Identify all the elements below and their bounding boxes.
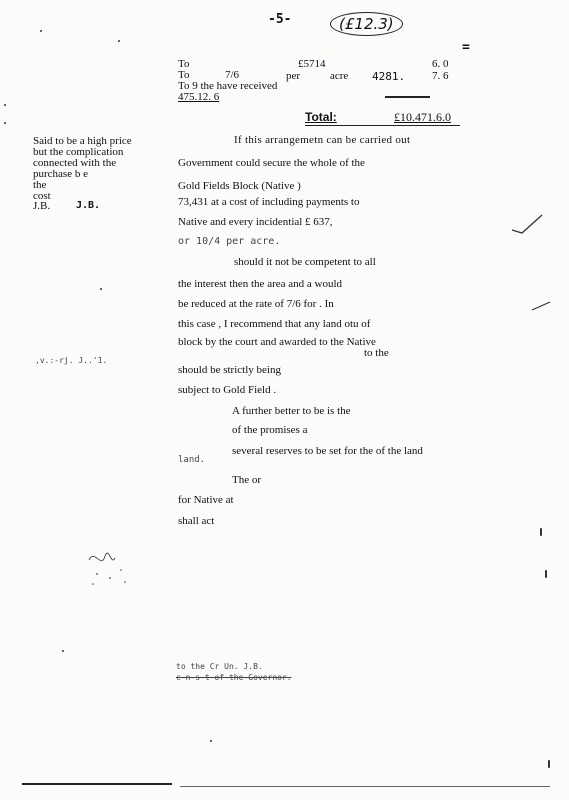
body-line-12: to the bbox=[364, 347, 389, 359]
total-underline bbox=[305, 125, 460, 126]
body-line-1: If this arrangemetn can be carried out bbox=[234, 134, 411, 146]
total-amount: £10.471.6.0 bbox=[394, 110, 451, 124]
ledger-row2-rate: 7/6 bbox=[225, 69, 240, 81]
pencil-tick-mark bbox=[510, 213, 544, 235]
body-line-19: The or bbox=[232, 474, 262, 486]
body-line-11: block by the court and awarded to the Native bbox=[178, 336, 376, 348]
speckle bbox=[210, 740, 212, 742]
body-line-6: or 10/4 per acre. bbox=[178, 236, 281, 247]
body-line-14: subject to Gold Field . bbox=[178, 384, 277, 396]
speckle bbox=[548, 760, 550, 768]
body-line-13: should be strictly being bbox=[178, 364, 281, 376]
ledger-row1-tail: 6. 0 bbox=[432, 58, 449, 70]
body-line-20: for Native at bbox=[178, 494, 234, 506]
speckle bbox=[4, 122, 6, 124]
footer-line-2: c-n-s-t-of-the-Governor. bbox=[176, 673, 292, 682]
ledger-row4-amount: 475.12. 6 bbox=[178, 91, 220, 103]
ledger-row2-per: per bbox=[286, 70, 301, 82]
body-line-10: this case , I recommend that any land otu of bbox=[178, 318, 371, 330]
total-label: Total: bbox=[305, 110, 337, 124]
margin-initials: J.B. bbox=[76, 200, 101, 211]
body-line-8: the interest then the area and a would bbox=[178, 278, 343, 290]
margin-note-line-5: the bbox=[33, 179, 47, 191]
speckle bbox=[4, 104, 6, 106]
handwritten-stamp: (£12.3) bbox=[330, 12, 403, 36]
body-line-2: Government could secure the whole of the bbox=[178, 157, 365, 169]
margin-second-note: ,v.:-rj. J..'1. bbox=[35, 356, 108, 365]
body-line-7: should it not be competent to all bbox=[234, 256, 376, 268]
ledger-row2-unit: acre bbox=[330, 70, 349, 82]
pencil-scribble bbox=[85, 540, 145, 590]
margin-note-line-7: J.B. bbox=[33, 200, 51, 212]
speckle bbox=[62, 650, 64, 652]
margin-note-line-3: connected with the bbox=[33, 157, 117, 169]
pencil-dash-mark bbox=[530, 300, 552, 312]
body-line-17: several reserves to be set for the of the land bbox=[232, 445, 423, 457]
speckle bbox=[545, 570, 547, 578]
speckle bbox=[100, 288, 102, 290]
ledger-row1-amount: £5714 bbox=[298, 58, 326, 70]
body-line-9: be reduced at the rate of 7/6 for . In bbox=[178, 298, 334, 310]
ledger-row2-amount: 4281. bbox=[372, 70, 406, 83]
speckle bbox=[118, 40, 120, 42]
body-line-4: 73,431 at a cost of including payments to bbox=[178, 196, 360, 208]
body-line-3: Gold Fields Block (Native ) bbox=[178, 180, 301, 192]
speckle bbox=[40, 30, 42, 32]
page-number: -5- bbox=[268, 12, 292, 27]
bottom-rule-right bbox=[180, 786, 550, 787]
body-line-15: A further better to be is the bbox=[232, 405, 351, 417]
margin-note-line-6: cost bbox=[33, 190, 51, 202]
ledger-divider bbox=[385, 96, 430, 98]
footer-line-1: to the Cr Un. J.B. bbox=[176, 662, 263, 671]
margin-note-line-4: purchase b e bbox=[33, 168, 88, 180]
body-line-5: Native and every incidential £ 637, bbox=[178, 216, 333, 228]
speckle bbox=[540, 528, 542, 536]
body-line-18: land. bbox=[178, 455, 206, 465]
corner-mark: = bbox=[462, 40, 470, 55]
margin-note-line-1: Said to be a high price bbox=[33, 135, 132, 147]
body-line-16: of the promises a bbox=[232, 424, 308, 436]
bottom-rule bbox=[22, 783, 172, 785]
ledger-row1-label: To bbox=[178, 58, 190, 70]
ledger-row2-label: To bbox=[178, 69, 190, 81]
body-line-21: shall act bbox=[178, 515, 215, 527]
ledger-row3-label: To 9 the have received bbox=[178, 80, 278, 92]
ledger-row2-tail: 7. 6 bbox=[432, 70, 449, 82]
margin-note-line-2: but the complication bbox=[33, 146, 124, 158]
